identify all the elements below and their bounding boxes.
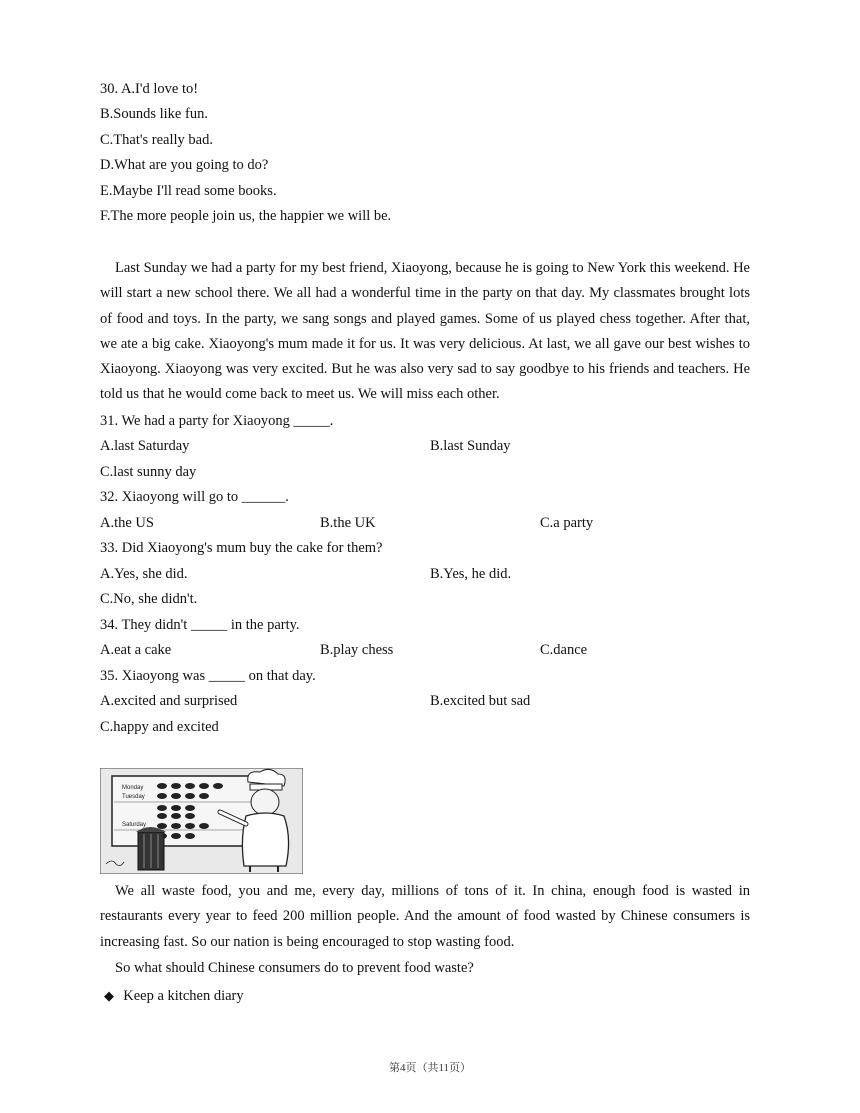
q31-option-c: C.last sunny day: [100, 464, 197, 480]
q34-stem: 34. They didn't _____ in the party.: [100, 617, 300, 633]
q31-option-a: A.last Saturday: [100, 438, 190, 454]
bullet-item: [104, 987, 244, 1005]
bullet-item-label: Keep a kitchen diary: [123, 988, 244, 1004]
q30-option-a: 30. A.I'd love to!: [100, 81, 199, 97]
q32-option-c: C.a party: [540, 515, 594, 531]
board-day-tuesday: Tuesday: [122, 794, 145, 800]
q33-stem: 33. Did Xiaoyong's mum buy the cake for them?: [100, 540, 383, 556]
q30-option-f: F.The more people join us, the happier we will be.: [100, 208, 392, 224]
q32-stem: 32. Xiaoyong will go to ______.: [100, 489, 289, 505]
food-waste-question: So what should Chinese consumers do to prevent food waste?: [115, 960, 474, 976]
q35-option-c: C.happy and excited: [100, 719, 219, 735]
q31-stem: 31. We had a party for Xiaoyong _____.: [100, 413, 334, 429]
diamond-bullet-icon: ◆: [104, 988, 114, 1003]
q35-option-b: B.excited but sad: [430, 693, 531, 709]
q30-option-e: E.Maybe I'll read some books.: [100, 183, 277, 199]
page-footer: 第4页（共11页）: [388, 1062, 472, 1074]
q33-option-a: A.Yes, she did.: [100, 566, 188, 582]
q35-stem: 35. Xiaoyong was _____ on that day.: [100, 668, 316, 684]
q34-option-a: A.eat a cake: [100, 642, 172, 658]
q32-option-a: A.the US: [100, 515, 154, 531]
q32-option-b: B.the UK: [320, 515, 376, 531]
q33-option-b: B.Yes, he did.: [430, 566, 512, 582]
q30-option-b: B.Sounds like fun.: [100, 106, 208, 122]
q31-option-b: B.last Sunday: [430, 438, 511, 454]
q35-option-a: A.excited and surprised: [100, 693, 238, 709]
q30-option-c: C.That's really bad.: [100, 132, 213, 148]
food-waste-passage: We all waste food, you and me, every day, millions of tons of it. In china, enough food is wasted in restaurants every year to feed 200 million people. And the amount of food wasted by Chinese consumers is increasing fast. So our nation is being encouraged to stop wasting food.: [100, 883, 750, 950]
board-day-monday: Monday: [122, 785, 144, 791]
food-waste-cartoon: [100, 768, 303, 874]
q33-option-c: C.No, she didn't.: [100, 591, 198, 607]
board-day-saturday: Saturday: [122, 822, 147, 828]
q34-option-b: B.play chess: [320, 642, 394, 658]
q30-option-d: D.What are you going to do?: [100, 157, 269, 173]
q34-option-c: C.dance: [540, 642, 588, 658]
reading-passage: Last Sunday we had a party for my best friend, Xiaoyong, because he is going to New York this weekend. He will start a new school there. We all had a wonderful time in the party on that day. My classmates brought lots of food and toys. In the party, we sang songs and played games. Some of us played chess together. After that, we ate a big cake. Xiaoyong's mum made it for us. It was very delicious. At last, we all gave our best wishes to Xiaoyong. Xiaoyong was very excited. But he was also very sad to say goodbye to his friends and teachers. He told us that he would come back to meet us. We will miss each other.: [100, 260, 750, 403]
